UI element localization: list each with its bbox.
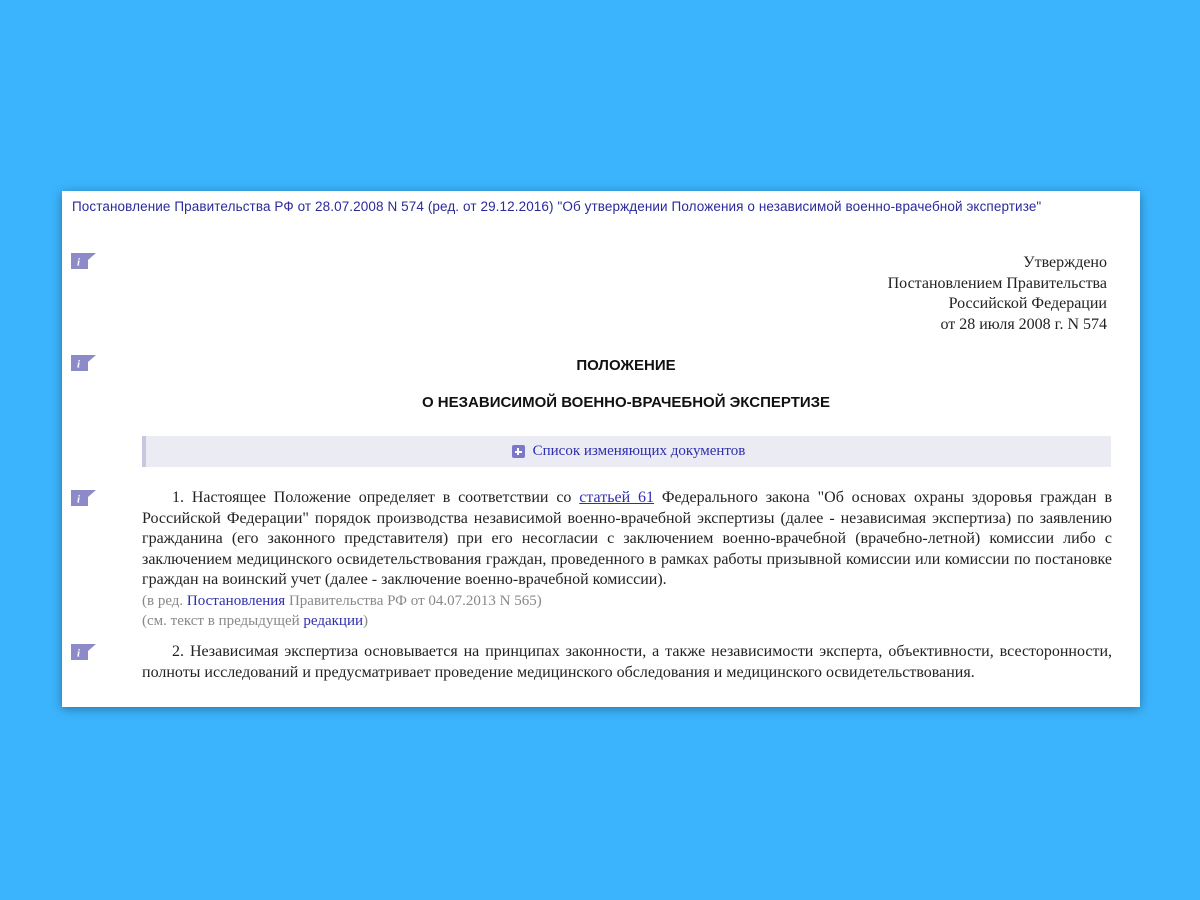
changes-list-label[interactable]: Список изменяющих документов: [532, 443, 746, 459]
article-61-link[interactable]: статьей 61: [579, 489, 655, 506]
paragraph-1: [142, 488, 1112, 631]
approval-line: Российской Федерации: [948, 295, 1107, 312]
document-card: [62, 191, 1140, 707]
document-subheading: О НЕЗАВИСИМОЙ ВОЕННО-ВРАЧЕБНОЙ ЭКСПЕРТИЗЕ: [421, 394, 831, 411]
info-comment-icon[interactable]: [71, 355, 96, 371]
approval-line: от 28 июля 2008 г. N 574: [940, 315, 1107, 333]
plus-square-icon[interactable]: [512, 445, 525, 458]
paragraph-2: [142, 642, 1112, 683]
paragraph-2-text: 2. Независимая экспертиза основывается на принципах законности, а также независимости эксперта, объективности, всесторонности, полноты исследований и предусматривает проведение медицинского обследования и медицинского освидетельствования.: [142, 643, 1112, 681]
approval-line: Утверждено: [1023, 254, 1107, 271]
info-comment-icon[interactable]: [71, 644, 96, 660]
document-heading: ПОЛОЖЕНИЕ: [576, 357, 676, 374]
approval-line: Постановлением Правительства: [887, 274, 1107, 292]
paragraph-1-rest: Федерального закона "Об основах охраны здоровья граждан в Российской Федерации" порядок производства независимой военно-врачебной экспертизы (далее - независимая экспертиза) по заявлению гражданина (его законного представителя) при его несогласии с заключением военно-врачебной (врачебно-летной) комиссии либо с заключением медицинского освидетельствования граждан, проведенного в рамках работы призывной комиссии или комиссии по постановке граждан на воинский учет (далее - заключение военно-врачебной комиссии).: [142, 489, 1112, 588]
info-comment-icon[interactable]: [71, 490, 96, 506]
svg-text:i: i: [77, 358, 81, 371]
svg-text:i: i: [77, 647, 81, 660]
previous-edition-link[interactable]: редакции: [303, 612, 364, 629]
resolution-link[interactable]: Постановления: [186, 592, 286, 609]
paragraph-1-start: 1. Настоящее Положение определяет в соответствии со: [172, 489, 580, 506]
previous-edition-note: (см. текст в предыдущей редакции): [142, 612, 369, 629]
changes-list-toggle[interactable]: [142, 436, 1111, 467]
svg-text:i: i: [77, 493, 81, 506]
approval-block: [888, 253, 1107, 335]
paragraph-1-text: [142, 488, 1112, 591]
info-comment-icon[interactable]: [71, 253, 96, 269]
document-title[interactable]: Постановление Правительства РФ от 28.07.2008 N 574 (ред. от 29.12.2016) "Об утверждении Положения о независимой военно-врачебной экспертизе": [72, 199, 1042, 214]
edition-note: (в ред. Постановления Правительства РФ от 04.07.2013 N 565): [142, 592, 542, 609]
svg-text:i: i: [77, 256, 81, 269]
